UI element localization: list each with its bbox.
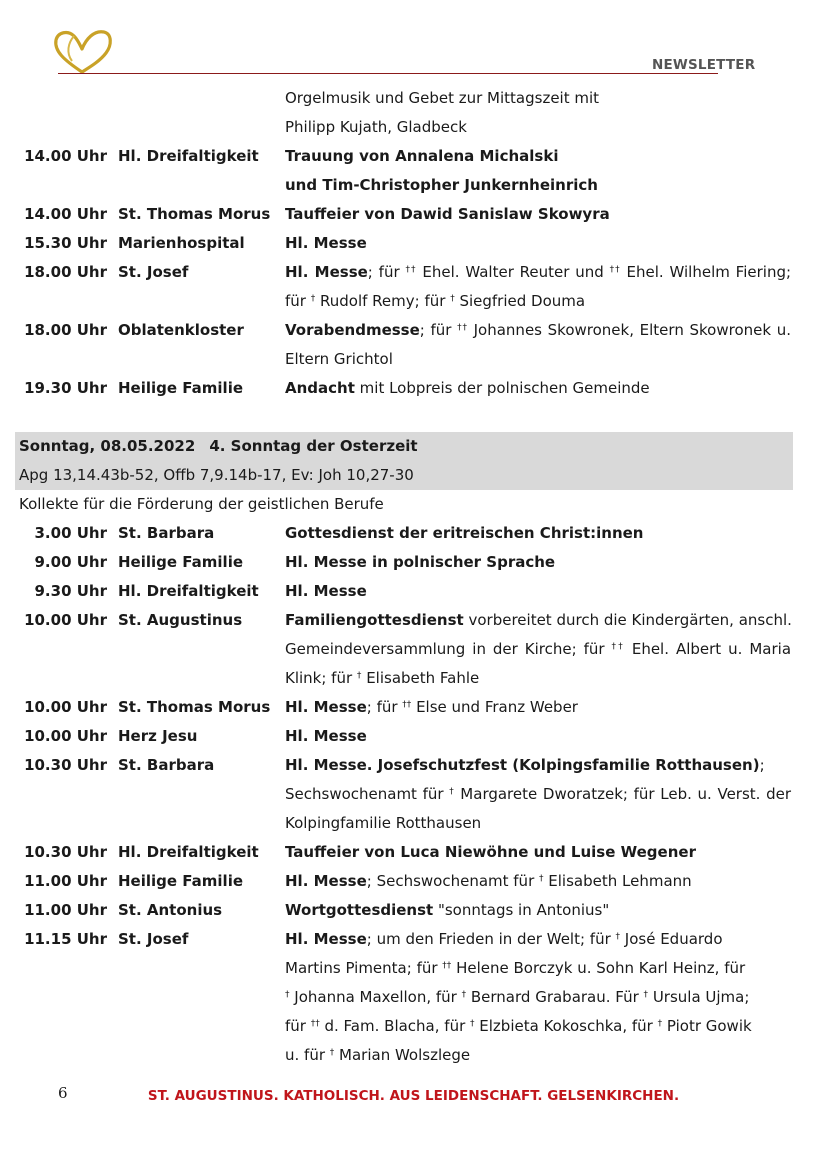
description-text: Rudolf Remy; für [315, 292, 451, 310]
event-description [285, 200, 791, 229]
schedule-row [0, 896, 827, 925]
description-text: ; Sechswochenamt für [366, 872, 540, 890]
event-description [285, 606, 791, 635]
schedule-row [0, 693, 827, 722]
description-text: Kolpingfamilie Rotthausen [285, 814, 482, 832]
event-description [285, 780, 791, 809]
event-time: 10.30 Uhr [24, 756, 107, 774]
schedule-row [0, 548, 827, 577]
description-text: Ursula Ujma; [648, 988, 750, 1006]
event-description [285, 519, 791, 548]
event-place: St. Thomas Morus [118, 698, 271, 716]
event-time: 9.00 Uhr [34, 553, 107, 571]
event-description [285, 374, 791, 403]
description-text: Tauffeier von Luca Niewöhne und Luise Wegener [285, 843, 696, 861]
event-time: 18.00 Uhr [24, 321, 107, 339]
schedule-row [0, 113, 827, 142]
event-time: 18.00 Uhr [24, 263, 107, 281]
schedule-row [0, 345, 827, 374]
cross-mark: † [450, 294, 455, 304]
event-description [285, 838, 791, 867]
description-text: für [285, 292, 311, 310]
description-text: und Tim-Christopher Junkernheinrich [285, 176, 598, 194]
event-place: St. Augustinus [118, 611, 243, 629]
event-description [285, 809, 791, 838]
description-text: u. für [285, 1046, 330, 1064]
description-text: Hl. Messe. Josefschutzfest (Kolpingsfamilie Rotthausen) [285, 756, 760, 774]
event-time: 11.00 Uhr [24, 901, 107, 919]
description-text: Sechswochenamt für [285, 785, 450, 803]
event-place: Herz Jesu [118, 727, 198, 745]
event-place: St. Josef [118, 263, 189, 281]
event-description [285, 287, 791, 316]
event-description [285, 751, 791, 780]
event-description [285, 113, 791, 142]
sunday-readings: Apg 13,14.43b-52, Offb 7,9.14b-17, Ev: Joh 10,27-30 [19, 466, 414, 484]
event-description [285, 84, 791, 113]
event-description [285, 316, 791, 345]
cross-mark: † [615, 932, 621, 942]
event-description [285, 548, 791, 577]
event-description [285, 1041, 791, 1070]
collection-note: Kollekte für die Förderung der geistlichen Berufe [19, 495, 384, 513]
cross-mark: † [285, 990, 290, 1000]
cross-mark: †† [609, 265, 621, 275]
schedule-row [0, 722, 827, 751]
schedule-row [0, 577, 827, 606]
description-text: ; für [419, 321, 458, 339]
description-text: ; für [367, 263, 406, 281]
schedule-row [0, 1041, 827, 1070]
footer-slogan: ST. AUGUSTINUS. KATHOLISCH. AUS LEIDENSCHAFT. GELSENKIRCHEN. [147, 1088, 680, 1104]
sunday-date: Sonntag, 08.05.2022 [19, 437, 196, 455]
schedule-row [0, 171, 827, 200]
event-description [285, 722, 791, 751]
description-text: Bernard Grabarau. Für [466, 988, 644, 1006]
sunday-entries [0, 519, 827, 1070]
description-text: Vorabendmesse [285, 321, 420, 339]
cross-mark: †† [611, 642, 625, 652]
event-time: 3.00 Uhr [34, 524, 107, 542]
description-text: Ehel. Wilhelm Fiering; [620, 263, 792, 281]
description-text: Piotr Gowik [662, 1017, 752, 1035]
cross-mark: †† [457, 323, 468, 333]
event-place: Hl. Dreifaltigkeit [118, 147, 259, 165]
cross-mark: † [461, 990, 467, 1000]
cross-mark: † [449, 787, 455, 797]
newsletter-label: NEWSLETTER [652, 57, 756, 73]
schedule-row [0, 1012, 827, 1041]
description-text: Gemeindeversammlung in der Kirche; für [285, 640, 612, 658]
description-text: Helene Borczyk u. Sohn Karl Heinz, für [451, 959, 746, 977]
description-text: Familiengottesdienst [285, 611, 464, 629]
description-text: Elisabeth Fahle [361, 669, 480, 687]
schedule-row [0, 954, 827, 983]
description-text: Hl. Messe in polnischer Sprache [285, 553, 556, 571]
description-text: ; [759, 756, 765, 774]
description-text: Margarete Dworatzek; für Leb. u. Verst. der [454, 785, 792, 803]
schedule-row [0, 809, 827, 838]
event-time: 15.30 Uhr [24, 234, 107, 252]
schedule-row [0, 664, 827, 693]
description-text: José Eduardo [620, 930, 723, 948]
sunday-header [15, 432, 793, 490]
heart-logo-icon [52, 27, 114, 75]
description-text: Hl. Messe [285, 872, 367, 890]
schedule-row [0, 229, 827, 258]
event-description [285, 664, 791, 693]
event-time: 10.00 Uhr [24, 698, 107, 716]
description-text: Eltern Grichtol [285, 350, 393, 368]
description-text: Hl. Messe [285, 234, 367, 252]
cross-mark: †† [442, 961, 452, 971]
event-description [285, 896, 791, 925]
event-time: 14.00 Uhr [24, 147, 107, 165]
event-time: 19.30 Uhr [24, 379, 107, 397]
event-place: Heilige Familie [118, 553, 244, 571]
description-text: mit Lobpreis der polnischen Gemeinde [354, 379, 650, 397]
description-text: d. Fam. Blacha, für [319, 1017, 471, 1035]
cross-mark: † [470, 1019, 475, 1029]
schedule-row [0, 925, 827, 954]
schedule-row [0, 258, 827, 287]
event-place: St. Thomas Morus [118, 205, 271, 223]
schedule-row [0, 751, 827, 780]
cross-mark: † [329, 1048, 335, 1058]
schedule-row [0, 287, 827, 316]
event-description [285, 142, 791, 171]
schedule-row [0, 142, 827, 171]
event-description [285, 1012, 791, 1041]
event-place: Hl. Dreifaltigkeit [118, 843, 259, 861]
cross-mark: †† [402, 700, 412, 710]
description-text: Elisabeth Lehmann [543, 872, 692, 890]
schedule-row [0, 606, 827, 635]
description-text: Siegfried Douma [454, 292, 586, 310]
description-text: vorbereitet durch die Kindergärten, anschl. [463, 611, 792, 629]
schedule-row [0, 374, 827, 403]
description-text: "sonntags in Antonius" [433, 901, 610, 919]
description-text: Ehel. Walter Reuter und [416, 263, 610, 281]
description-text: Hl. Messe [285, 263, 368, 281]
header-divider [58, 73, 718, 74]
event-place: St. Barbara [118, 524, 215, 542]
description-text: Marian Wolszlege [334, 1046, 471, 1064]
event-place: St. Barbara [118, 756, 215, 774]
event-description [285, 983, 791, 1012]
event-time: 10.30 Uhr [24, 843, 107, 861]
description-text: Hl. Messe [285, 930, 367, 948]
description-text: Hl. Messe [285, 727, 367, 745]
event-time: 10.00 Uhr [24, 727, 107, 745]
event-time: 9.30 Uhr [34, 582, 107, 600]
event-place: Heilige Familie [118, 379, 244, 397]
description-text: Johannes Skowronek, Eltern Skowronek u. [467, 321, 791, 339]
event-place: Hl. Dreifaltigkeit [118, 582, 259, 600]
event-description [285, 693, 791, 722]
sunday-feast: 4. Sonntag der Osterzeit [209, 437, 418, 455]
description-text: Klink; für [285, 669, 357, 687]
description-text: Andacht [285, 379, 355, 397]
page-number: 6 [58, 1084, 68, 1102]
event-description [285, 954, 791, 983]
description-text: Hl. Messe [285, 582, 367, 600]
description-text: Trauung von Annalena Michalski [285, 147, 559, 165]
cross-mark: † [310, 294, 316, 304]
schedule-row [0, 84, 827, 113]
section-gap [0, 403, 827, 432]
description-text: Orgelmusik und Gebet zur Mittagszeit mit [285, 89, 600, 107]
cross-mark: † [539, 874, 544, 884]
saturday-entries [0, 84, 827, 403]
schedule-row [0, 838, 827, 867]
schedule-row [0, 983, 827, 1012]
description-text: Else und Franz Weber [411, 698, 578, 716]
description-text: Johanna Maxellon, für [289, 988, 462, 1006]
schedule-row [0, 780, 827, 809]
event-place: Marienhospital [118, 234, 245, 252]
description-text: Elzbieta Kokoschka, für [474, 1017, 658, 1035]
description-text: ; für [366, 698, 403, 716]
description-text: Tauffeier von Dawid Sanislaw Skowyra [285, 205, 610, 223]
event-description [285, 867, 791, 896]
event-description [285, 171, 791, 200]
cross-mark: †† [405, 265, 417, 275]
event-description [285, 258, 791, 287]
description-text: Philipp Kujath, Gladbeck [285, 118, 467, 136]
schedule-row [0, 635, 827, 664]
event-description [285, 229, 791, 258]
event-place: St. Josef [118, 930, 189, 948]
description-text: Wortgottesdienst [285, 901, 434, 919]
description-text: für [285, 1017, 311, 1035]
event-place: Heilige Familie [118, 872, 244, 890]
event-description [285, 925, 791, 954]
cross-mark: † [356, 671, 362, 681]
event-time: 11.15 Uhr [24, 930, 107, 948]
description-text: Ehel. Albert u. Maria [624, 640, 792, 658]
cross-mark: † [643, 990, 649, 1000]
event-description [285, 345, 791, 374]
schedule-row [0, 200, 827, 229]
event-time: 11.00 Uhr [24, 872, 107, 890]
event-place: Oblatenkloster [118, 321, 244, 339]
description-text: Hl. Messe [285, 698, 367, 716]
schedule-row [0, 316, 827, 345]
cross-mark: † [657, 1019, 663, 1029]
sunday-title-line [15, 432, 793, 461]
schedule-row [0, 519, 827, 548]
event-description [285, 635, 791, 664]
schedule-content [0, 84, 827, 1070]
cross-mark: †† [310, 1019, 320, 1029]
event-time: 10.00 Uhr [24, 611, 107, 629]
schedule-row [0, 867, 827, 896]
event-description [285, 577, 791, 606]
description-text: ; um den Frieden in der Welt; für [366, 930, 616, 948]
event-place: St. Antonius [118, 901, 223, 919]
event-time: 14.00 Uhr [24, 205, 107, 223]
description-text: Gottesdienst der eritreischen Christ:innen [285, 524, 644, 542]
description-text: Martins Pimenta; für [285, 959, 443, 977]
